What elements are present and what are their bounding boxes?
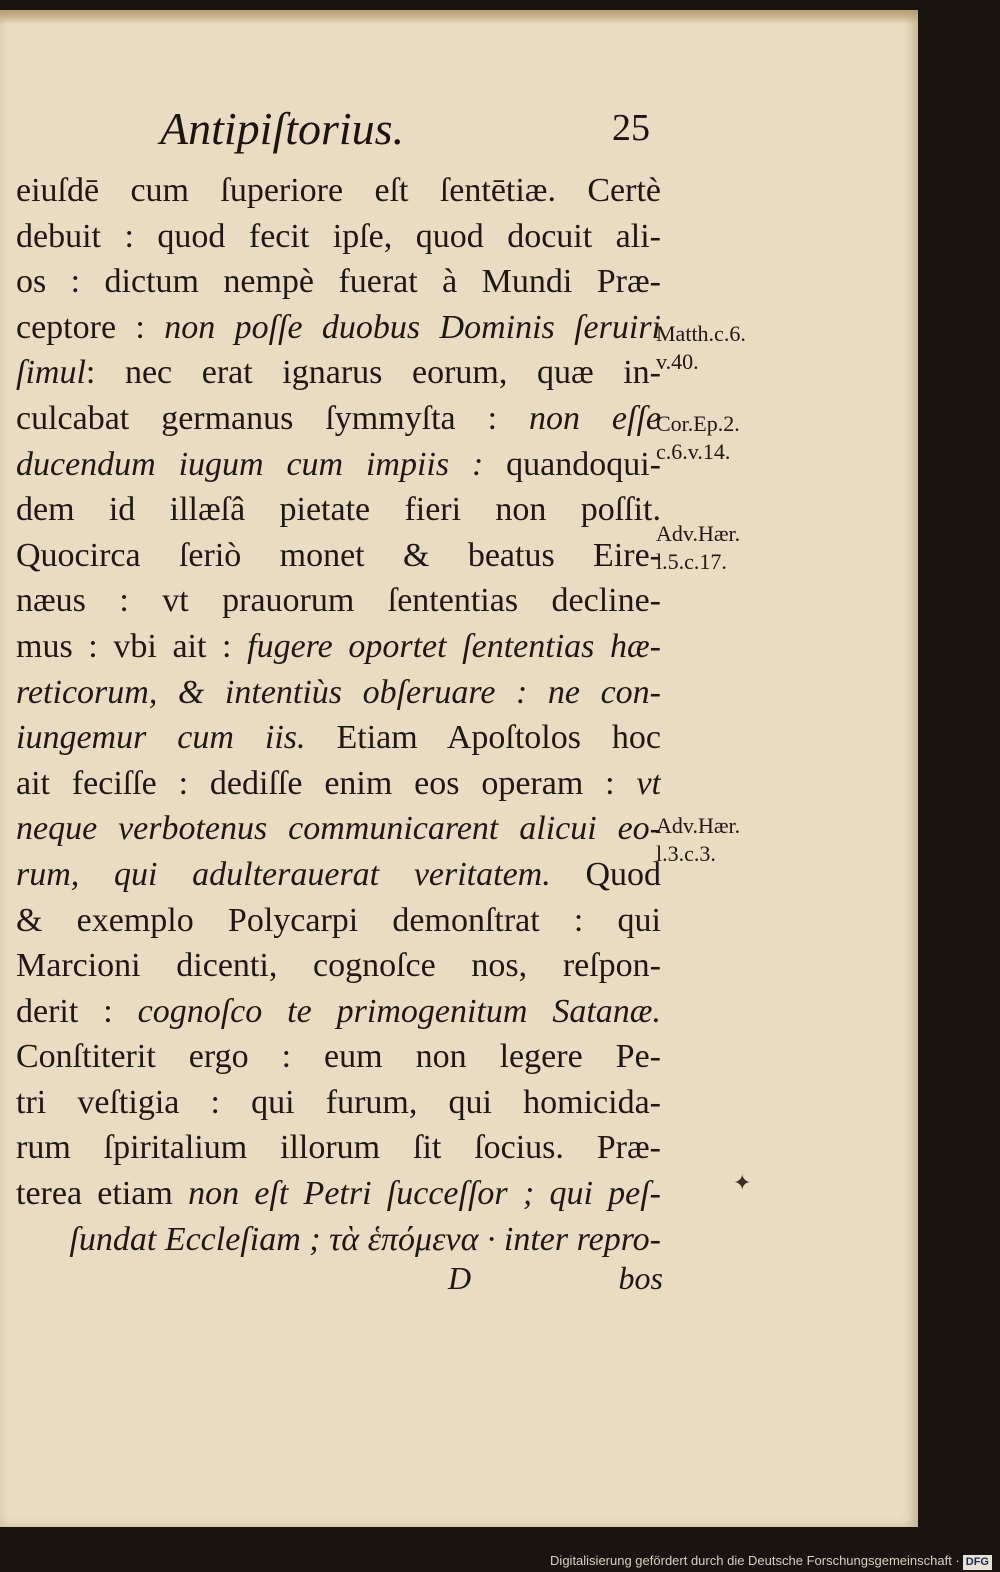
text-line — [16, 1125, 661, 1171]
text-segment: næus : vt prauorum ſententias decline- — [16, 582, 661, 620]
text-line — [16, 396, 661, 442]
text-line — [16, 350, 661, 396]
text-line — [16, 305, 661, 351]
text-line — [16, 578, 661, 624]
text-segment: Quocirca ſeriò monet & beatus Eire- — [16, 536, 661, 574]
signature-mark: D — [448, 1260, 472, 1296]
margin-note-cor: Cor.Ep.2. c.6.v.14. — [656, 411, 740, 464]
text-segment: rum ſpiritalium illorum ſit ſocius. Præ- — [16, 1129, 661, 1167]
running-header — [160, 102, 650, 162]
text-line — [16, 989, 661, 1035]
text-segment: Quod — [550, 855, 661, 893]
margin-note-adv-haer-1: Adv.Hær. l.5.c.17. — [656, 521, 741, 574]
text-line — [16, 487, 661, 533]
page-number: 25 — [612, 107, 650, 149]
text-line — [16, 1034, 661, 1080]
italic-segment: non eſt Petri ſucceſſor ; qui peſ- — [188, 1175, 661, 1213]
italic-segment: vt — [636, 764, 661, 802]
text-segment: quandoqui- — [483, 445, 661, 483]
text-segment: culcabat germanus ſymmyſta : — [16, 399, 529, 437]
text-segment: os : dictum nempè fuerat à Mundi Præ- — [16, 263, 661, 301]
text-segment: tri veſtigia : qui furum, qui homicida- — [16, 1083, 661, 1121]
text-line — [16, 214, 661, 260]
text-line — [16, 898, 661, 944]
catchword: bos — [618, 1260, 663, 1296]
text-line — [16, 806, 661, 852]
italic-segment: iungemur cum iis. — [16, 719, 306, 757]
running-title: Antipiſtorius. — [160, 103, 405, 154]
text-segment: Marcioni dicenti, cognoſce nos, reſpon- — [16, 947, 661, 985]
margin-note-adv-haer-2: Adv.Hær. l.3.c.3. — [656, 813, 741, 866]
text-segment: terea etiam — [16, 1175, 189, 1213]
text-segment: & exemplo Polycarpi demonſtrat : qui — [16, 901, 661, 939]
italic-segment: rum, qui adulterauerat veritatem. — [16, 855, 551, 893]
book-page — [0, 10, 918, 1527]
text-segment: eiuſdē cum ſuperiore eſt ſentētiæ. Certè — [16, 172, 661, 209]
main-text-block — [16, 168, 661, 1262]
text-segment: mus : vbi ait : — [16, 627, 248, 665]
text-line — [16, 624, 661, 670]
margin-note-matth: Matth.c.6. v.40. — [656, 321, 746, 374]
italic-segment: cognoſco te primogenitum Satanæ. — [137, 992, 661, 1030]
italic-segment: non poſſe duobus Dominis ſeruiri — [164, 308, 661, 346]
manicule-mark-icon: ✦ — [733, 1170, 752, 1195]
italic-segment: ſundat Eccleſiam ; τὰ ἑπόμενα · inter repro- — [69, 1220, 661, 1258]
italic-segment: fugere oportet ſententias hæ- — [247, 627, 661, 665]
digitization-credit — [0, 1550, 1000, 1572]
italic-segment: ducendum iugum cum impiis : — [16, 445, 484, 483]
text-line — [16, 1171, 661, 1217]
text-segment: dem id illæſâ pietate fieri non poſſit. — [16, 491, 661, 529]
italic-segment: non eſſe — [528, 399, 661, 437]
text-segment: debuit : quod fecit ipſe, quod docuit ali- — [16, 217, 661, 255]
text-line — [16, 442, 661, 488]
text-segment: ait feciſſe : dediſſe enim eos operam : — [16, 764, 637, 802]
italic-segment: ſimul — [16, 354, 86, 392]
text-line — [16, 168, 661, 214]
text-segment: Conſtiterit ergo : eum non legere Pe- — [16, 1038, 661, 1076]
text-segment: : nec erat ignarus eorum, quæ in- — [85, 354, 661, 392]
text-line — [16, 852, 661, 898]
text-line — [16, 943, 661, 989]
italic-segment: reticorum, & intentiùs obſeruare : ne con- — [16, 673, 661, 711]
text-line — [16, 1217, 661, 1263]
text-line — [16, 259, 661, 305]
italic-segment: neque verbotenus communicarent alicui eo- — [16, 810, 661, 848]
text-line — [16, 1080, 661, 1126]
page-foot — [448, 1260, 663, 1300]
text-line — [16, 533, 661, 579]
text-line — [16, 715, 661, 761]
text-segment: derit : — [16, 992, 138, 1030]
text-segment: ceptore : — [16, 308, 165, 346]
text-segment: Etiam Apoſtolos hoc — [305, 719, 661, 757]
credit-text: Digitalisierung gefördert durch die Deutsche Forschungsgemeinschaft · — [550, 1553, 960, 1568]
text-line — [16, 761, 661, 807]
dfg-logo-icon: DFG — [963, 1555, 992, 1570]
text-line — [16, 670, 661, 716]
